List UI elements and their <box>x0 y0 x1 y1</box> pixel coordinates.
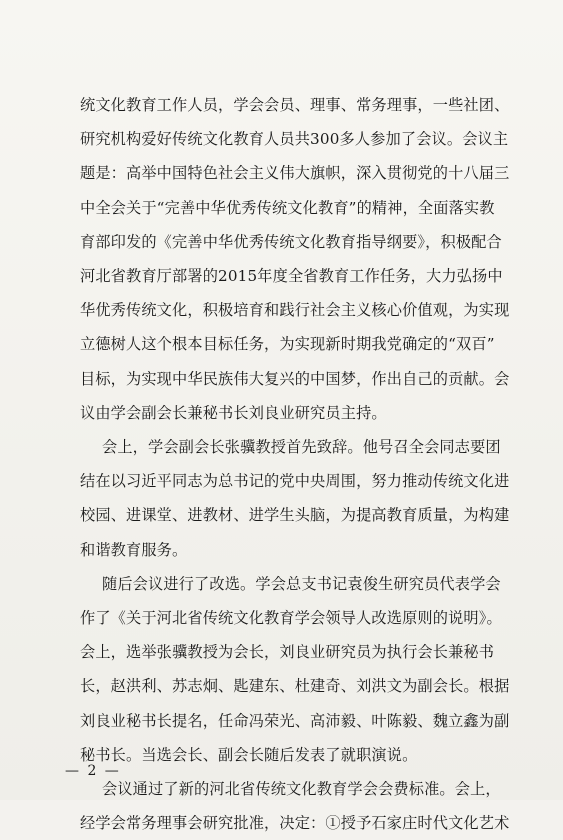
text-line: 会议通过了新的河北省传统文化教育学会会费标准。会上， <box>102 780 501 799</box>
text-line: 议由学会副会长兼秘书长刘良业研究员主持。 <box>80 403 387 422</box>
text-line: 目标，为实现中华民族伟大复兴的中国梦，作出自己的贡献。会 <box>80 369 510 388</box>
text-line: 作了《关于河北省传统文化教育学会领导人改选原则的说明》。 <box>80 609 502 628</box>
text-line: 河北省教育厅部署的2015年度全省教育工作任务，大力弘扬中 <box>80 267 503 286</box>
paragraph <box>80 567 508 772</box>
text-line: 刘良业秘书长提名，任命冯荣光、高沛毅、叶陈毅、魏立鑫为副 <box>80 711 510 730</box>
text-line: 和谐教育服务。 <box>80 540 188 559</box>
page-number: — 2 — <box>65 763 121 779</box>
text-line: 校园、进课堂、进教材、进学生头脑，为提高教育质量，为构建 <box>80 506 510 525</box>
text-line: 会上，选举张骥教授为会长，刘良业研究员为执行会长兼秘书 <box>80 643 495 662</box>
text-line: 育部印发的《完善中华优秀传统文化教育指导纲要》，积极配合 <box>80 232 502 251</box>
text-line: 立德树人这个根本目标任务，为实现新时期我党确定的“双百” <box>80 335 495 354</box>
text-line: 统文化教育工作人员，学会会员、理事、常务理事，一些社团、 <box>80 96 510 114</box>
paragraph <box>80 772 508 840</box>
text-line: 题是：高举中国特色社会主义伟大旗帜，深入贯彻党的十八届三 <box>80 164 510 183</box>
text-line: 随后会议进行了改选。学会总支书记袁俊生研究员代表学会 <box>102 574 501 593</box>
text-line: 会上，学会副会长张骥教授首先致辞。他号召全会同志要团 <box>102 438 501 457</box>
text-line: 长，赵洪利、苏志炯、匙建东、杜建奇、刘洪文为副会长。根据 <box>80 677 510 696</box>
text-line: 研究机构爱好传统文化教育人员共300多人参加了会议。会议主 <box>80 130 509 149</box>
text-line: 秘书长。当选会长、副会长随后发表了就职演说。 <box>80 745 418 764</box>
text-line: 华优秀传统文化，积极培育和践行社会主义核心价值观，为实现 <box>80 301 510 320</box>
paragraph <box>80 430 508 567</box>
paragraph <box>80 88 508 430</box>
document-body <box>80 88 508 840</box>
text-line: 经学会常务理事会研究批准，决定：①授予石家庄时代文化艺术 <box>80 814 510 833</box>
text-line: 结在以习近平同志为总书记的党中央周围，努力推动传统文化进 <box>80 472 510 491</box>
text-line: 中全会关于“完善中华优秀传统文化教育”的精神，全面落实教 <box>80 198 495 217</box>
